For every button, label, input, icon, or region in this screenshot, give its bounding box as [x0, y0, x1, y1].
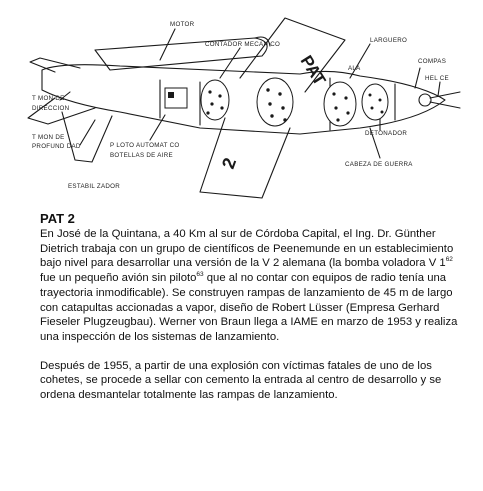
paragraph-1-part-b: fue un pequeño avión sin piloto	[40, 272, 197, 285]
label-cabeza-guerra: CABEZA DE GUERRA	[345, 161, 413, 168]
wing-mark-pat: PAT	[296, 52, 330, 89]
label-ala: ALA	[348, 65, 361, 72]
label-compas: COMPAS	[418, 58, 447, 65]
label-botellas-aire: BOTELLAS DE AIRE	[110, 152, 173, 159]
caption-title: PAT 2	[40, 211, 75, 226]
pat2-cutaway-diagram	[0, 0, 483, 205]
label-timon-direccion-1: T MON DE	[32, 95, 65, 102]
label-timon-direccion-2: DIRECCION	[32, 105, 70, 112]
detonator-sphere	[362, 84, 388, 120]
paragraph-1-part-a: En José de la Quintana, a 40 Km al sur de Córdoba Capital, el Ing. Dr. Günther Dietrich trabaja con un grupo de científicos de Peenemunde en un establecimiento bajo nivel para desarrollar una versión de la V 2 alemana (la bomba voladora V 1	[40, 228, 454, 270]
footnote-ref-63: 63	[196, 271, 204, 279]
label-estabilizador: ESTABIL ZADOR	[68, 183, 121, 190]
air-bottle-tank	[201, 80, 229, 120]
wing-mark-2: 2	[217, 155, 241, 172]
label-contador: CONTADOR MECAN CO	[205, 41, 281, 48]
label-helice: HEL CE	[425, 75, 449, 82]
footnote-ref-62: 62	[445, 256, 453, 264]
label-motor: MOTOR	[170, 21, 195, 28]
fuel-tank	[257, 78, 293, 126]
lower-wing	[200, 118, 290, 198]
label-detonador: DETONADOR	[365, 130, 408, 137]
label-larguero: LARGUERO	[370, 37, 408, 44]
warhead-sphere	[324, 82, 356, 126]
label-piloto-automatico: P LOTO AUTOMAT CO	[110, 142, 180, 149]
stabilizer	[62, 112, 112, 162]
caption-paragraph-2: Después de 1955, a partir de una explosión con víctimas fatales de uno de los cohetes, se procede a sellar con cemento la entrada al centro de desarrollo y se ordena desmantelar totalmente las rampas de lanzamiento.	[40, 359, 442, 402]
label-timon-profundidad-2: PROFUND DAD	[32, 143, 81, 150]
upper-wing	[240, 18, 345, 92]
paragraph-1-part-c: que al no contar con equipos de radio tenía una trayectoria inmodificable). Se construyen rampas de lanzamiento de 45 m de largo con catapultas accionadas a vapor, diseño de Robert Lüsser (Empresa Gerhard Fieseler Plugzeugbau). Werner von Braun llega a IAME en marzo de 1953 y realiza una inspección de los sistemas de lanzamiento.	[40, 272, 458, 343]
caption-paragraph-1	[40, 227, 460, 345]
caption-block	[40, 211, 460, 403]
label-timon-profundidad-1: T MON DE	[32, 134, 65, 141]
